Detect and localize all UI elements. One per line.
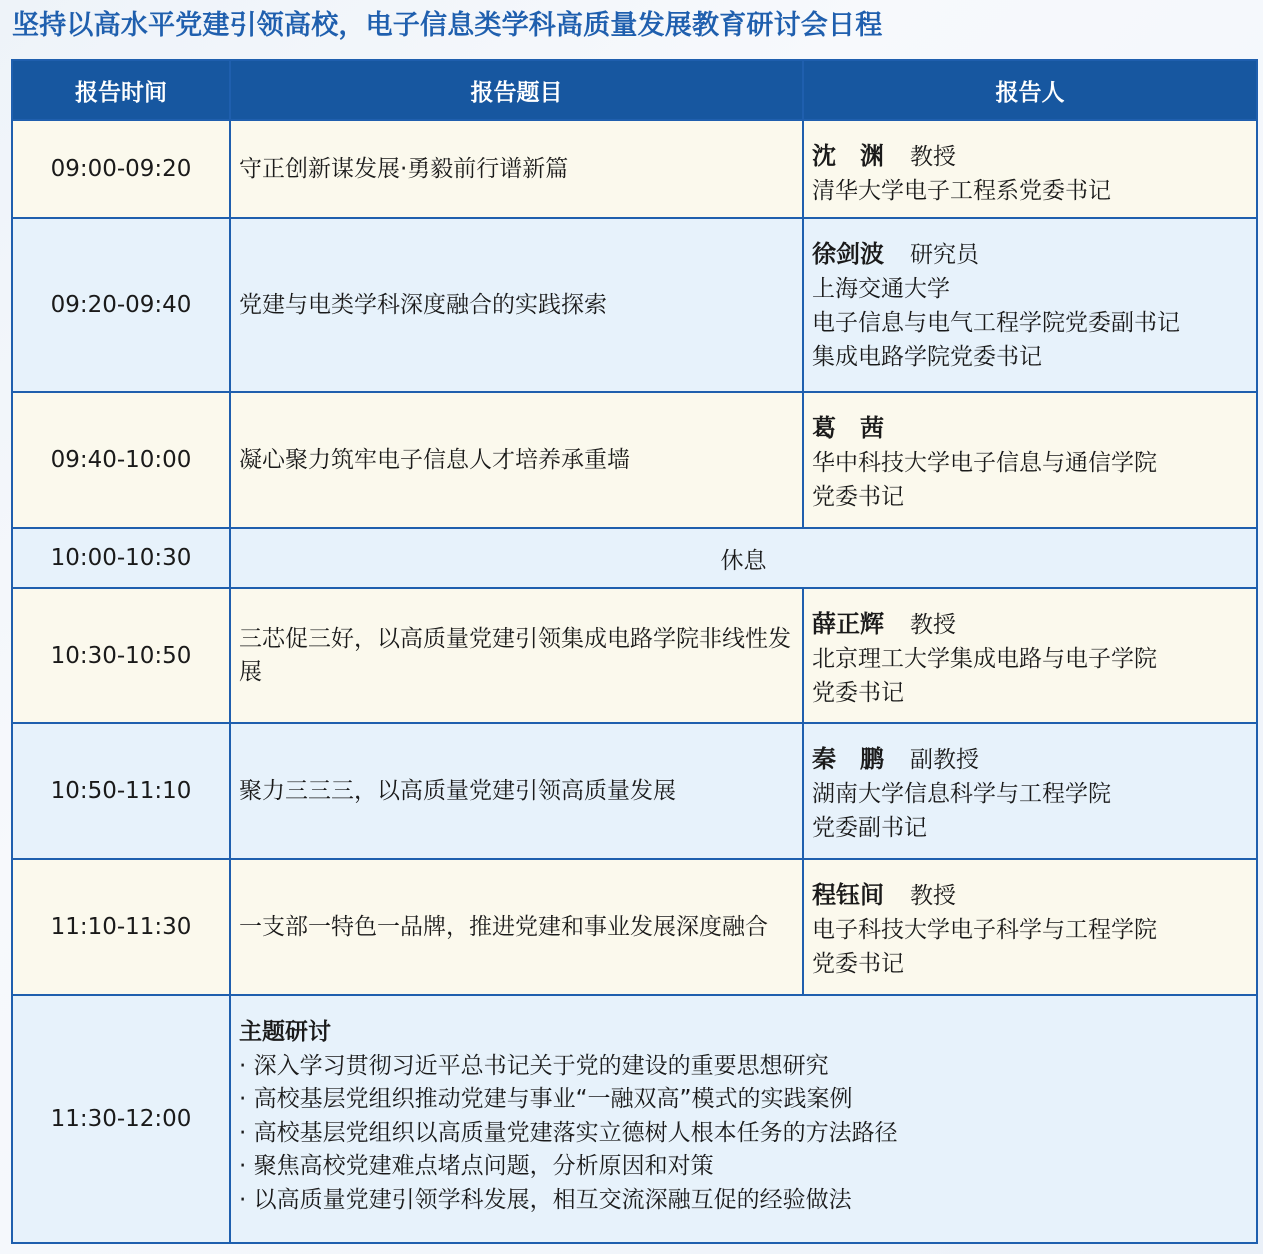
break-row [12,528,1257,588]
speaker-cell [803,723,1257,859]
page-title: 坚持以高水平党建引领高校，电子信息类学科高质量发展教育研讨会日程 [12,10,883,41]
discussion-item: · 聚焦高校党建难点堵点问题，分析原因和对策 [239,1153,714,1179]
speaker-affiliation: 上海交通大学 [812,276,950,302]
speaker-affiliation: 清华大学电子工程系党委书记 [812,178,1111,204]
time-cell: 10:50-11:10 [12,723,230,859]
schedule-table [11,59,1258,1244]
topic-cell: 聚力三三三，以高质量党建引领高质量发展 [230,723,803,859]
table-row [12,588,1257,723]
speaker-affiliation: 党委书记 [812,951,904,977]
speaker-name: 葛 茜 [812,414,884,442]
speaker-affiliation: 党委副书记 [812,815,927,841]
time-cell: 11:30-12:00 [12,995,230,1243]
time-cell: 11:10-11:30 [12,859,230,995]
header-topic: 报告题目 [230,60,803,120]
discussion-row [12,995,1257,1243]
speaker-cell [803,120,1257,218]
topic-cell: 守正创新谋发展·勇毅前行谱新篇 [230,120,803,218]
topic-cell: 三芯促三好，以高质量党建引领集成电路学院非线性发展 [230,588,803,723]
speaker-affiliation: 华中科技大学电子信息与通信学院 [812,450,1157,476]
topic-cell: 凝心聚力筑牢电子信息人才培养承重墙 [230,392,803,528]
table-row [12,392,1257,528]
discussion-item: · 深入学习贯彻习近平总书记关于党的建设的重要思想研究 [239,1052,829,1079]
topic-cell: 党建与电类学科深度融合的实践探索 [230,218,803,392]
speaker-role: 副教授 [910,747,979,773]
discussion-heading: 主题研讨 [239,1019,331,1045]
discussion-item: · 高校基层党组织以高质量党建落实立德树人根本任务的方法路径 [239,1119,898,1146]
speaker-affiliation: 党委书记 [812,484,904,510]
discussion-item: · 高校基层党组织推动党建与事业“一融双高”模式的实践案例 [239,1086,853,1112]
speaker-name: 沈 渊 [812,142,884,170]
speaker-cell [803,588,1257,723]
table-header-row [12,60,1257,120]
speaker-cell [803,859,1257,995]
speaker-affiliation: 电子科技大学电子科学与工程学院 [812,917,1157,943]
table-row [12,859,1257,995]
discussion-cell [230,995,1257,1243]
speaker-affiliation: 湖南大学信息科学与工程学院 [812,781,1111,807]
speaker-affiliation: 北京理工大学集成电路与电子学院 [812,646,1157,672]
break-label: 休息 [230,528,1257,588]
time-cell: 09:40-10:00 [12,392,230,528]
speaker-role: 教授 [910,612,956,638]
speaker-name: 程钰间 [812,881,884,909]
discussion-item: · 以高质量党建引领学科发展，相互交流深融互促的经验做法 [239,1186,852,1213]
speaker-name: 薛正辉 [812,610,884,638]
speaker-affiliation: 电子信息与电气工程学院党委副书记 [812,310,1180,336]
header-speaker: 报告人 [803,60,1257,120]
speaker-cell [803,218,1257,392]
speaker-role: 教授 [910,144,956,170]
speaker-affiliation: 集成电路学院党委书记 [812,344,1042,370]
time-cell: 10:00-10:30 [12,528,230,588]
table-row [12,723,1257,859]
speaker-name: 徐剑波 [812,240,884,268]
speaker-role: 研究员 [910,242,979,268]
speaker-name: 秦 鹏 [812,745,884,773]
time-cell: 09:20-09:40 [12,218,230,392]
header-time: 报告时间 [12,60,230,120]
time-cell: 10:30-10:50 [12,588,230,723]
time-cell: 09:00-09:20 [12,120,230,218]
speaker-role: 教授 [910,883,956,909]
table-row [12,218,1257,392]
speaker-affiliation: 党委书记 [812,680,904,706]
topic-cell: 一支部一特色一品牌，推进党建和事业发展深度融合 [230,859,803,995]
speaker-cell [803,392,1257,528]
table-row [12,120,1257,218]
